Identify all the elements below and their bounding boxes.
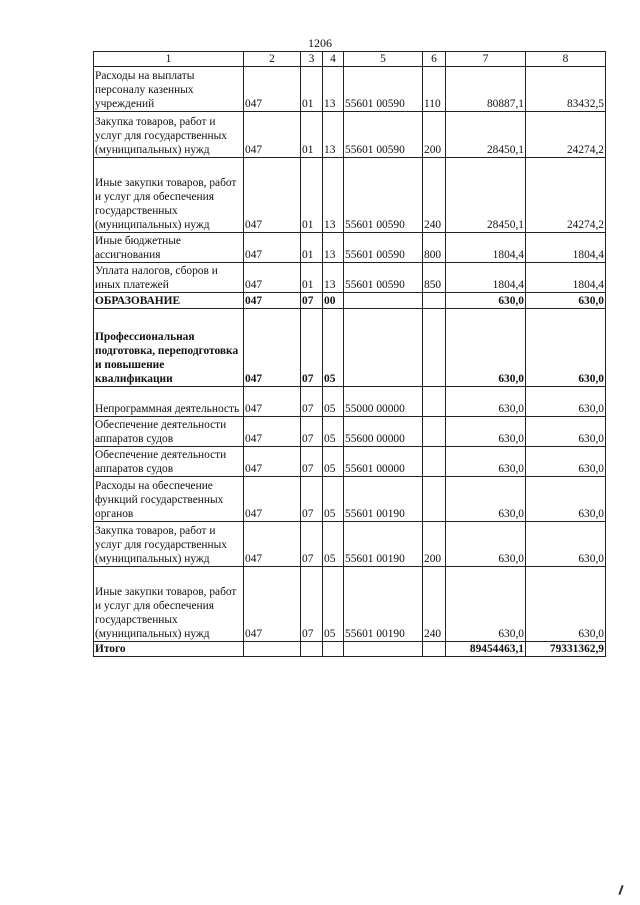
total-row: [94, 642, 606, 657]
col-sum-7: 630,0: [446, 387, 526, 417]
col-sum-7: 630,0: [446, 293, 526, 309]
col-admin: 047: [244, 263, 301, 293]
row-name: Расходы на обеспечение функций государственных органов: [94, 477, 244, 522]
col-sum-8: 630,0: [526, 309, 606, 387]
col-subsection: 13: [323, 233, 344, 263]
row-name: Обеспечение деятельности аппаратов судов: [94, 417, 244, 447]
col-section: 07: [301, 477, 323, 522]
col-sum-7: 630,0: [446, 309, 526, 387]
cell: [344, 642, 423, 657]
col-sum-8: 630,0: [526, 293, 606, 309]
total-col8: 79331362,9: [526, 642, 606, 657]
col-target: 55000 00000: [344, 387, 423, 417]
col-target: 55601 00190: [344, 522, 423, 567]
col-type: [423, 293, 446, 309]
col-target: 55601 00590: [344, 158, 423, 233]
col-section: 07: [301, 567, 323, 642]
col-subsection: 13: [323, 158, 344, 233]
col-type: 240: [423, 158, 446, 233]
table-body: [94, 52, 606, 657]
col-subsection: 05: [323, 567, 344, 642]
col-subsection: 05: [323, 387, 344, 417]
header-row: [94, 52, 606, 67]
row-name: Профессиональная подготовка, переподготовка и повышение квалификации: [94, 309, 244, 387]
total-label: Итого: [94, 642, 244, 657]
table-row: [94, 387, 606, 417]
col-target: 55601 00190: [344, 477, 423, 522]
col-section: 07: [301, 522, 323, 567]
col-sum-7: 630,0: [446, 447, 526, 477]
col-sum-8: 630,0: [526, 522, 606, 567]
cell: [323, 642, 344, 657]
col-type: 200: [423, 522, 446, 567]
col-sum-8: 630,0: [526, 567, 606, 642]
col-admin: 047: [244, 447, 301, 477]
col-subsection: 00: [323, 293, 344, 309]
col-section: 07: [301, 293, 323, 309]
budget-table: [93, 51, 606, 657]
col-sum-7: 1804,4: [446, 233, 526, 263]
col-type: 240: [423, 567, 446, 642]
row-name: Иные бюджетные ассигнования: [94, 233, 244, 263]
row-name: Иные закупки товаров, работ и услуг для обеспечения государственных (муниципальных) нужд: [94, 158, 244, 233]
col-section: 07: [301, 387, 323, 417]
table-row: [94, 263, 606, 293]
header-cell: 7: [446, 52, 526, 67]
col-target: 55600 00000: [344, 417, 423, 447]
col-type: [423, 477, 446, 522]
col-sum-8: 1804,4: [526, 233, 606, 263]
col-subsection: 05: [323, 309, 344, 387]
row-name: Расходы на выплаты персоналу казенных учреждений: [94, 67, 244, 112]
col-target: 55601 00590: [344, 263, 423, 293]
col-admin: 047: [244, 158, 301, 233]
col-target: 55601 00590: [344, 233, 423, 263]
col-admin: 047: [244, 417, 301, 447]
col-type: [423, 387, 446, 417]
col-admin: 047: [244, 293, 301, 309]
col-sum-7: 28450,1: [446, 158, 526, 233]
col-target: 55601 00190: [344, 567, 423, 642]
col-type: 850: [423, 263, 446, 293]
col-type: [423, 417, 446, 447]
col-section: 01: [301, 263, 323, 293]
col-target: 55601 00590: [344, 67, 423, 112]
cell: [244, 642, 301, 657]
col-sum-7: 630,0: [446, 477, 526, 522]
col-section: 07: [301, 447, 323, 477]
header-cell: 5: [344, 52, 423, 67]
col-admin: 047: [244, 309, 301, 387]
col-subsection: 05: [323, 477, 344, 522]
col-section: 01: [301, 233, 323, 263]
table-row: [94, 67, 606, 112]
col-sum-7: 1804,4: [446, 263, 526, 293]
pen-mark: [618, 885, 623, 895]
col-sum-8: 630,0: [526, 417, 606, 447]
col-target: 55601 00590: [344, 112, 423, 158]
col-subsection: 13: [323, 112, 344, 158]
row-name: Непрограммная деятельность: [94, 387, 244, 417]
col-sum-7: 28450,1: [446, 112, 526, 158]
header-cell: 6: [423, 52, 446, 67]
row-name: Закупка товаров, работ и услуг для государственных (муниципальных) нужд: [94, 522, 244, 567]
header-cell: 3: [301, 52, 323, 67]
table-row: [94, 293, 606, 309]
table-row: [94, 447, 606, 477]
col-sum-8: 24274,2: [526, 158, 606, 233]
col-admin: 047: [244, 112, 301, 158]
col-admin: 047: [244, 387, 301, 417]
page-number: 1206: [308, 36, 332, 50]
table-row: [94, 233, 606, 263]
row-name: Обеспечение деятельности аппаратов судов: [94, 447, 244, 477]
col-subsection: 13: [323, 263, 344, 293]
col-type: 110: [423, 67, 446, 112]
col-admin: 047: [244, 567, 301, 642]
header-cell: 8: [526, 52, 606, 67]
table-row: [94, 567, 606, 642]
total-col7: 89454463,1: [446, 642, 526, 657]
header-cell: 2: [244, 52, 301, 67]
col-section: 07: [301, 309, 323, 387]
row-name: ОБРАЗОВАНИЕ: [94, 293, 244, 309]
col-sum-7: 80887,1: [446, 67, 526, 112]
col-section: 01: [301, 158, 323, 233]
col-admin: 047: [244, 233, 301, 263]
col-type: [423, 447, 446, 477]
row-name: Закупка товаров, работ и услуг для государственных (муниципальных) нужд: [94, 112, 244, 158]
col-target: [344, 309, 423, 387]
table-row: [94, 477, 606, 522]
col-subsection: 13: [323, 67, 344, 112]
row-name: Иные закупки товаров, работ и услуг для обеспечения государственных (муниципальных) нужд: [94, 567, 244, 642]
col-subsection: 05: [323, 522, 344, 567]
col-section: 01: [301, 112, 323, 158]
col-sum-8: 630,0: [526, 387, 606, 417]
header-cell: 1: [94, 52, 244, 67]
cell: [301, 642, 323, 657]
cell: [423, 642, 446, 657]
col-section: 07: [301, 417, 323, 447]
col-subsection: 05: [323, 447, 344, 477]
col-section: 01: [301, 67, 323, 112]
table-row: [94, 309, 606, 387]
col-target: [344, 293, 423, 309]
col-admin: 047: [244, 67, 301, 112]
col-sum-8: 1804,4: [526, 263, 606, 293]
col-sum-8: 630,0: [526, 477, 606, 522]
col-admin: 047: [244, 522, 301, 567]
col-sum-8: 24274,2: [526, 112, 606, 158]
col-sum-7: 630,0: [446, 522, 526, 567]
col-target: 55601 00000: [344, 447, 423, 477]
col-type: [423, 309, 446, 387]
col-type: 800: [423, 233, 446, 263]
col-sum-8: 630,0: [526, 447, 606, 477]
col-admin: 047: [244, 477, 301, 522]
table-row: [94, 112, 606, 158]
col-sum-8: 83432,5: [526, 67, 606, 112]
table-row: [94, 522, 606, 567]
header-cell: 4: [323, 52, 344, 67]
col-sum-7: 630,0: [446, 567, 526, 642]
table-row: [94, 158, 606, 233]
table-row: [94, 417, 606, 447]
row-name: Уплата налогов, сборов и иных платежей: [94, 263, 244, 293]
col-subsection: 05: [323, 417, 344, 447]
col-type: 200: [423, 112, 446, 158]
col-sum-7: 630,0: [446, 417, 526, 447]
